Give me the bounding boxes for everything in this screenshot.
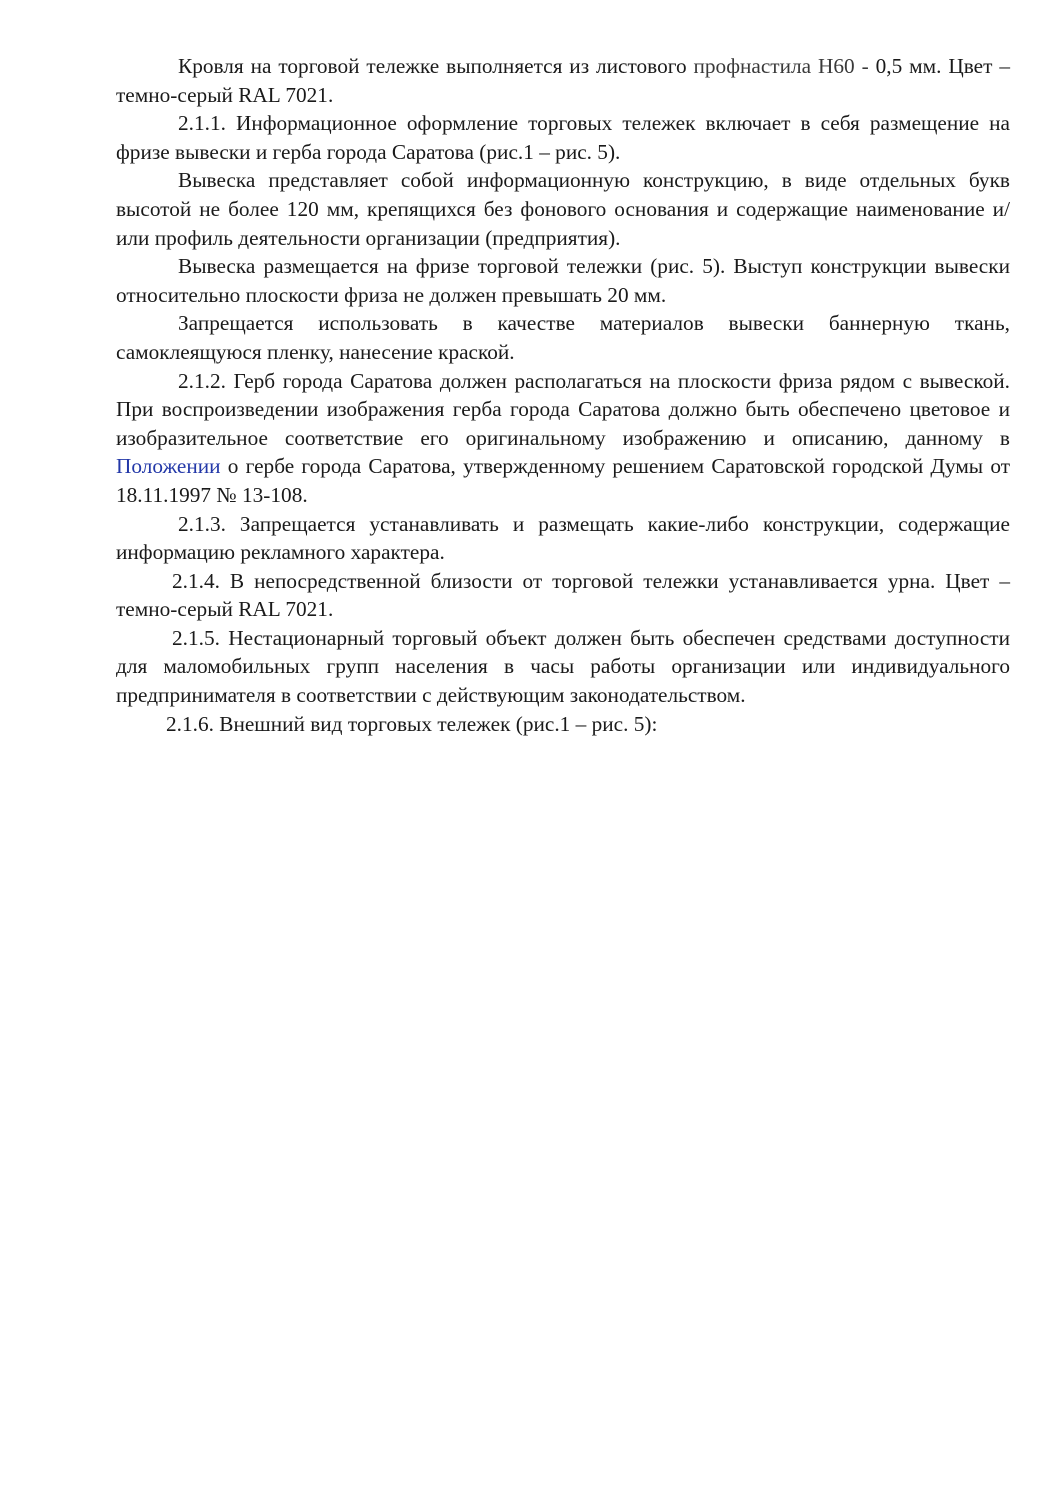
paragraph-2-1-3: 2.1.3. Запрещается устанавливать и размещать какие-либо конструкции, содержащие информацию рекламного характера. — [116, 511, 1010, 565]
coat-of-arms-text-end: о гербе города Саратова, утвержденному решением Саратовской городской Думы от 18.11.1997 № 13-108. — [116, 454, 1010, 507]
paragraph-2-1-2 — [116, 367, 1010, 510]
roof-text-start: Кровля на торговой тележке выполняется из листового — [178, 54, 694, 78]
paragraph-2-1-4: 2.1.4. В непосредственной близости от торговой тележки устанавливается урна. Цвет – темно-серый RAL 7021. — [116, 568, 1010, 622]
document-body — [116, 52, 1010, 738]
paragraph-roof — [116, 52, 1010, 109]
coat-of-arms-text-start: 2.1.2. Герб города Саратова должен располагаться на плоскости фриза рядом с вывеской. При воспроизведении изображения герба города Саратова должно быть обеспечено цветовое и изобразительное соответствие его оригинальному изображению и описанию, данному в — [116, 368, 1010, 450]
paragraph-2-1-6: 2.1.6. Внешний вид торговых тележек (рис.1 – рис. 5): — [166, 711, 658, 736]
roof-text-end: 0,5 мм. Цвет – темно-серый RAL 7021. — [116, 54, 1010, 107]
paragraph-sign-description: Вывеска представляет собой информационную конструкцию, в виде отдельных букв высотой не более 120 мм, крепящихся без фонового основания и содержащие наименование и/или профиль деятельности организации (предприятия). — [116, 168, 1010, 250]
paragraph-sign-placement: Вывеска размещается на фризе торговой тележки (рис. 5). Выступ конструкции вывески относительно плоскости фриза не должен превышать 20 мм. — [116, 254, 1010, 307]
paragraph-sign-materials: Запрещается использовать в качестве материалов вывески баннерную ткань, самоклеящуюся пленку, нанесение краской. — [116, 311, 1010, 364]
paragraph-2-1-5: 2.1.5. Нестационарный торговый объект должен быть обеспечен средствами доступности для маломобильных групп населения в часы работы организации или индивидуального предпринимателя в соответствии с действующим законодательством. — [116, 625, 1010, 708]
paragraph-2-1-1: 2.1.1. Информационное оформление торговых тележек включает в себя размещение на фризе вывески и герба города Саратова (рис.1 – рис. 5). — [116, 111, 1010, 164]
roof-material-term: профнастила Н60 - — [693, 54, 876, 78]
regulation-link[interactable]: Положении — [116, 454, 221, 479]
